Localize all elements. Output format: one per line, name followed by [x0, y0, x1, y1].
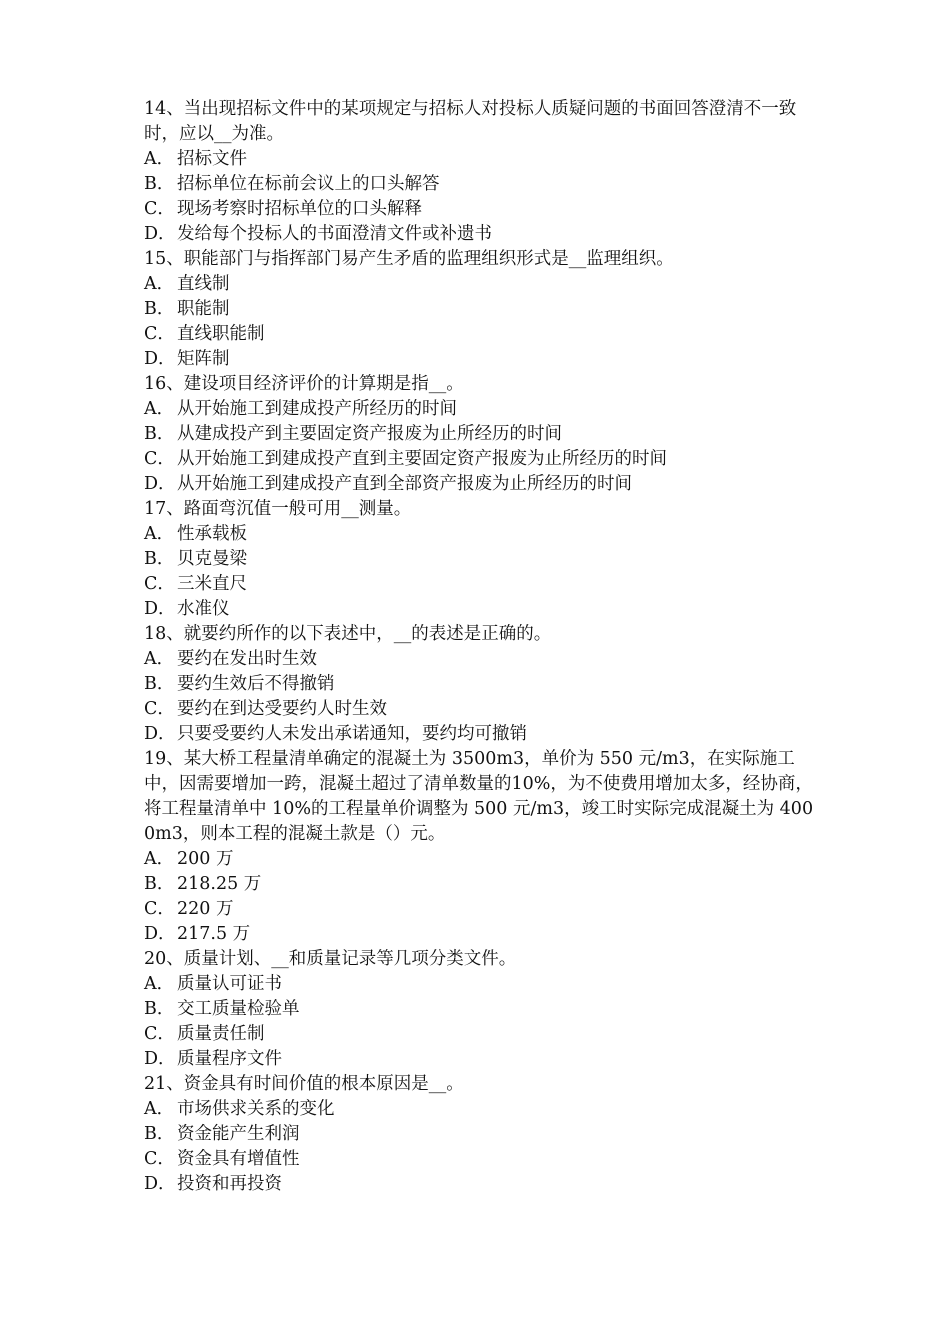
option-letter: C． [144, 324, 175, 344]
option-text: 质量责任制 [177, 1024, 265, 1044]
option-16-a [144, 397, 814, 422]
option-text: 从建成投产到主要固定资产报废为止所经历的时间 [177, 424, 562, 444]
option-18-b [144, 672, 814, 697]
option-20-c [144, 1022, 814, 1047]
option-text: 矩阵制 [177, 349, 230, 369]
option-text: 现场考察时招标单位的口头解释 [177, 199, 422, 219]
option-text: 贝克曼梁 [177, 549, 247, 569]
question-text-17: 17、路面弯沉值一般可用__测量。 [144, 499, 412, 519]
option-text: 市场供求关系的变化 [177, 1099, 335, 1119]
option-text: 218.25 万 [177, 874, 262, 894]
option-16-d [144, 472, 814, 497]
option-21-a [144, 1097, 814, 1122]
option-text: 从开始施工到建成投产直到主要固定资产报废为止所经历的时间 [177, 449, 667, 469]
option-text: 资金具有增值性 [177, 1149, 300, 1169]
option-letter: A． [144, 649, 175, 669]
option-letter: D． [144, 474, 176, 494]
option-text: 质量认可证书 [177, 974, 282, 994]
option-text: 水准仪 [177, 599, 230, 619]
option-letter: C． [144, 574, 175, 594]
option-text: 交工质量检验单 [177, 999, 300, 1019]
option-letter: B． [144, 424, 175, 444]
option-letter: C． [144, 1149, 175, 1169]
option-text: 要约在到达受要约人时生效 [177, 699, 387, 719]
option-text: 只要受要约人未发出承诺通知，要约均可撤销 [177, 724, 527, 744]
question-text-19: 19、某大桥工程量清单确定的混凝土为 3500m3，单价为 550 元/m3，在实际施工中，因需要增加一跨，混凝土超过了清单数量的10%，为不使费用增加太多，经协商，将工程量清单中 10%的工程量单价调整为 500 元/m3，竣工时实际完成混凝土为 4000m3，则本工程的混凝土款是（）元。 [144, 749, 814, 844]
option-text: 投资和再投资 [177, 1174, 282, 1194]
option-letter: D． [144, 599, 176, 619]
option-14-a [144, 147, 814, 172]
option-text: 发给每个投标人的书面澄清文件或补遗书 [177, 224, 492, 244]
option-letter: A． [144, 974, 175, 994]
option-14-c [144, 197, 814, 222]
option-17-d [144, 597, 814, 622]
option-letter: A． [144, 149, 175, 169]
option-text: 从开始施工到建成投产所经历的时间 [177, 399, 457, 419]
question-text-18: 18、就要约所作的以下表述中，__的表述是正确的。 [144, 624, 552, 644]
option-14-b [144, 172, 814, 197]
option-19-b [144, 872, 814, 897]
option-letter: A． [144, 274, 175, 294]
option-14-d [144, 222, 814, 247]
option-letter: B． [144, 549, 175, 569]
option-letter: D． [144, 1049, 176, 1069]
option-21-d [144, 1172, 814, 1197]
option-text: 招标文件 [177, 149, 247, 169]
question-block-14 [144, 97, 814, 247]
option-letter: B． [144, 174, 175, 194]
option-text: 要约在发出时生效 [177, 649, 317, 669]
option-17-b [144, 547, 814, 572]
option-19-d [144, 922, 814, 947]
option-text: 直线职能制 [177, 324, 265, 344]
option-letter: D． [144, 224, 176, 244]
option-text: 资金能产生利润 [177, 1124, 300, 1144]
option-text: 招标单位在标前会议上的口头解答 [177, 174, 440, 194]
option-letter: B． [144, 999, 175, 1019]
option-letter: C． [144, 1024, 175, 1044]
option-letter: C． [144, 899, 175, 919]
option-letter: A． [144, 1099, 175, 1119]
question-block-15 [144, 247, 814, 372]
option-15-c [144, 322, 814, 347]
question-text-14: 14、当出现招标文件中的某项规定与招标人对投标人质疑问题的书面回答澄清不一致时，应以__为准。 [144, 99, 797, 144]
option-letter: D． [144, 1174, 176, 1194]
option-16-c [144, 447, 814, 472]
question-text-16: 16、建设项目经济评价的计算期是指__。 [144, 374, 464, 394]
question-block-17 [144, 497, 814, 622]
option-19-c [144, 897, 814, 922]
option-text: 职能制 [177, 299, 230, 319]
option-text: 从开始施工到建成投产直到全部资产报废为止所经历的时间 [177, 474, 632, 494]
question-block-18 [144, 622, 814, 747]
option-18-a [144, 647, 814, 672]
option-text: 217.5 万 [177, 924, 251, 944]
option-letter: C． [144, 699, 175, 719]
option-letter: C． [144, 449, 175, 469]
option-text: 220 万 [177, 899, 234, 919]
option-letter: A． [144, 849, 175, 869]
option-text: 质量程序文件 [177, 1049, 282, 1069]
question-block-20 [144, 947, 814, 1072]
option-19-a [144, 847, 814, 872]
option-letter: C． [144, 199, 175, 219]
question-block-16 [144, 372, 814, 497]
option-letter: A． [144, 399, 175, 419]
option-15-b [144, 297, 814, 322]
option-17-a [144, 522, 814, 547]
option-letter: D． [144, 724, 176, 744]
option-18-d [144, 722, 814, 747]
option-letter: B． [144, 874, 175, 894]
option-text: 性承载板 [177, 524, 247, 544]
option-letter: B． [144, 674, 175, 694]
option-15-d [144, 347, 814, 372]
question-text-15: 15、职能部门与指挥部门易产生矛盾的监理组织形式是__监理组织。 [144, 249, 674, 269]
option-20-a [144, 972, 814, 997]
option-text: 直线制 [177, 274, 230, 294]
option-letter: A． [144, 524, 175, 544]
option-20-b [144, 997, 814, 1022]
option-18-c [144, 697, 814, 722]
question-text-21: 21、资金具有时间价值的根本原因是__。 [144, 1074, 464, 1094]
option-17-c [144, 572, 814, 597]
question-text-20: 20、质量计划、__和质量记录等几项分类文件。 [144, 949, 517, 969]
option-15-a [144, 272, 814, 297]
option-letter: D． [144, 924, 176, 944]
option-text: 三米直尺 [177, 574, 247, 594]
option-21-c [144, 1147, 814, 1172]
question-block-21 [144, 1072, 814, 1197]
option-letter: B． [144, 1124, 175, 1144]
option-20-d [144, 1047, 814, 1072]
option-text: 200 万 [177, 849, 234, 869]
option-16-b [144, 422, 814, 447]
question-block-19 [144, 747, 814, 947]
option-letter: B． [144, 299, 175, 319]
option-21-b [144, 1122, 814, 1147]
document-page [144, 97, 814, 1197]
option-text: 要约生效后不得撤销 [177, 674, 335, 694]
option-letter: D． [144, 349, 176, 369]
